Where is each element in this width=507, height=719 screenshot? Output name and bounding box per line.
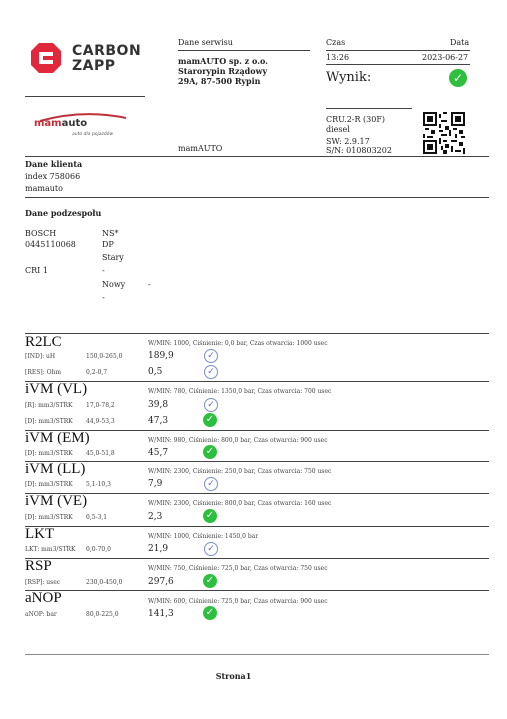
test-params: W/MIN: 600, Ciśnienie: 725,0 bar, Czas otwarcia: 900 usec [148,598,328,605]
test-name: R2LC [25,334,62,350]
row-range: 230,0-450,0 [86,579,123,586]
component-cri: CRI 1 [25,266,48,275]
row-range: 45,0-51,8 [86,450,115,457]
check-circle-green-icon: ✓ [203,606,217,620]
check-circle-outline-icon: ✓ [204,365,218,379]
test-name: aNOP [25,590,62,606]
component-dp: DP [102,240,114,249]
result-ok-icon: ✓ [449,69,467,87]
client-name: mamauto [25,184,63,193]
logo-brand-b: auto [61,118,88,129]
component-number: 0445110068 [25,240,76,249]
row-label: [D]: mm3/STRK [25,514,73,521]
device-sw: SW: 2.9.17 [326,137,370,146]
row-label: [RSP]: usec [25,579,61,586]
check-circle-green-icon: ✓ [203,413,217,427]
row-label: LKT: mm3/STRK [25,546,76,553]
logo-line2: ZAPP [72,58,116,74]
component-dash1: - [102,266,105,275]
row-value: 141,3 [148,609,174,619]
test-name: RSP [25,558,52,574]
test-params: W/MIN: 980, Ciśnienie: 800,0 bar, Czas otwarcia: 900 usec [148,437,328,444]
date-label: Data [450,38,470,47]
logo-line1: CARBON [72,43,142,59]
check-circle-outline-icon: ✓ [204,398,218,412]
row-value: 297,6 [148,577,174,587]
row-value: 39,8 [148,400,169,410]
row-range: 0,2-0,7 [86,369,108,376]
service-name: mamAUTO sp. z o.o. [178,56,268,66]
logo-brand-a: mam [34,118,62,129]
test-params: W/MIN: 750, Ciśnienie: 725,0 bar, Czas otwarcia: 750 usec [148,565,328,572]
row-label: [R]: mm3/STRK [25,402,73,409]
row-value: 45,7 [148,448,169,458]
client-label: Dane klienta [25,159,83,169]
component-label: Dane podzespołu [25,208,102,218]
test-name: LKT [25,526,55,542]
component-nowy: Nowy [102,280,126,289]
date-value: 2023-06-27 [422,53,469,62]
result-label: Wynik: [326,70,372,85]
row-value: 0,5 [148,367,163,377]
row-label: [D]: mm3/STRK [25,481,73,488]
row-range: 44,9-53,3 [86,418,115,425]
time-label: Czas [326,38,346,47]
qr-code-icon [423,112,465,154]
check-circle-green-icon: ✓ [203,509,217,523]
check-circle-outline-icon: ✓ [204,477,218,491]
test-params: W/MIN: 780, Ciśnienie: 1350,0 bar, Czas otwarcia: 700 usec [148,388,332,395]
service-address1: Starorypin Rządowy [178,66,268,76]
test-params: W/MIN: 1000, Ciśnienie: 0,0 bar, Czas otwarcia: 1000 usec [148,340,328,347]
row-label: [D]: mm3/STRK [25,418,73,425]
device-sn: S/N: 010803202 [326,146,392,155]
test-name: iVM (EM) [25,430,90,446]
row-value: 47,3 [148,416,169,426]
device-fuel: diesel [326,125,350,134]
component-dash3: - [102,293,105,302]
check-circle-outline-icon: ✓ [204,349,218,363]
client-index: index 758066 [25,172,81,181]
test-name: iVM (VL) [25,381,88,397]
test-name: iVM (LL) [25,461,86,477]
row-range: 0,5-3,1 [86,514,108,521]
service-shop: mamAUTO [178,144,223,153]
test-name: iVM (VE) [25,493,88,509]
row-range: 0,0-70,0 [86,546,111,553]
check-circle-outline-icon: ✓ [204,542,218,556]
mamauto-logo [32,112,132,142]
row-range: 150,0-265,0 [86,353,123,360]
row-value: 21,9 [148,544,169,554]
row-value: 189,9 [148,351,174,361]
row-range: 5,1-10,3 [86,481,111,488]
service-address2: 29A, 87-500 Rypin [178,76,261,86]
row-label: [RES]: Ohm [25,369,62,376]
component-brand: BOSCH [25,229,57,238]
test-params: W/MIN: 2300, Ciśnienie: 800,0 bar, Czas otwarcia: 160 usec [148,500,332,507]
row-label: [IND]: uH [25,353,56,360]
test-params: W/MIN: 2300, Ciśnienie: 250,0 bar, Czas otwarcia: 750 usec [148,468,332,475]
row-range: 17,0-78,2 [86,402,115,409]
test-params: W/MIN: 1000, Ciśnienie: 1450,0 bar [148,533,259,540]
carbon-zapp-logo [30,40,150,76]
check-circle-green-icon: ✓ [203,445,217,459]
logo-slogan: auto dla pojazdów [72,132,114,137]
row-label: [D]: mm3/STRK [25,450,73,457]
component-stary: Stary [102,253,124,262]
carbon-zapp-mark-icon [30,42,62,74]
logo-underline [25,96,145,97]
row-value: 7,9 [148,479,163,489]
time-value: 13:26 [326,53,350,62]
service-label: Dane serwisu [178,38,233,47]
device-model: CRU.2-R (30F) [326,115,386,124]
row-value: 2,3 [148,512,163,522]
row-label: aNOP: bar [25,611,57,618]
component-dash2: - [148,280,151,289]
component-ns: NS* [102,229,119,238]
row-range: 80,0-225,0 [86,611,119,618]
check-circle-green-icon: ✓ [203,574,217,588]
page-number: Strona1 [215,671,252,681]
